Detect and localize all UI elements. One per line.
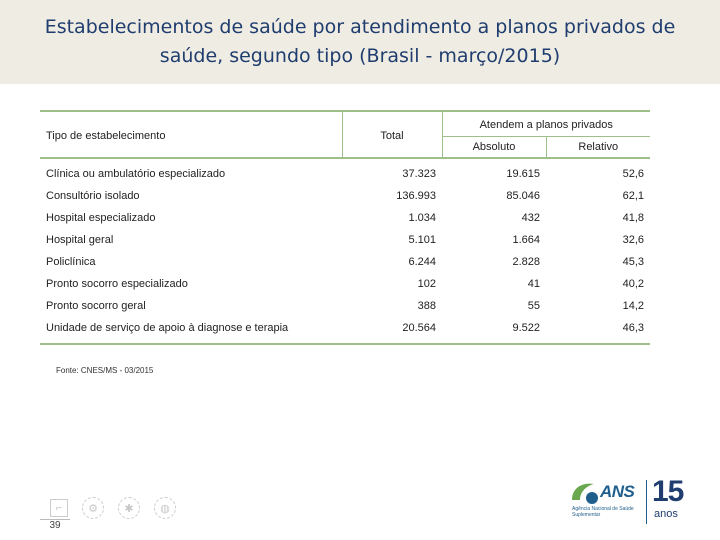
cell-type: Pronto socorro geral: [46, 300, 146, 312]
frame-emblem-icon: ⌐: [50, 499, 68, 517]
logo-brand: ANS: [600, 482, 635, 501]
cell-absolute: 432: [521, 212, 540, 224]
table-row: [40, 295, 650, 317]
table-row: [40, 207, 650, 229]
cell-type: Pronto socorro especializado: [46, 278, 188, 290]
table-header-row: [40, 111, 650, 137]
cell-total: 37.323: [402, 168, 436, 180]
cell-relative: 32,6: [622, 234, 644, 246]
logo-separator: [646, 480, 647, 524]
header-group: Atendem a planos privados: [479, 119, 613, 131]
table-row: [40, 229, 650, 251]
source-note: Fonte: CNES/MS - 03/2015: [56, 366, 154, 375]
page-number: 39: [40, 519, 70, 536]
cell-relative: 45,3: [622, 256, 644, 268]
cell-relative: 14,2: [622, 300, 644, 312]
header-type: Tipo de estabelecimento: [46, 129, 166, 142]
establishments-table: [40, 110, 650, 345]
cell-absolute: 19.615: [506, 168, 540, 180]
cell-type: Unidade de serviço de apoio à diagnose e terapia: [46, 322, 289, 334]
table-row: [40, 273, 650, 295]
cell-type: Hospital especializado: [46, 212, 156, 224]
cell-total: 1.034: [408, 212, 436, 224]
cell-absolute: 41: [527, 278, 540, 290]
header-relative: Relativo: [546, 137, 650, 159]
cell-total: 102: [417, 278, 436, 290]
table-row: [40, 251, 650, 273]
star-emblem-icon: ✱: [118, 497, 140, 519]
cell-relative: 40,2: [622, 278, 644, 290]
cell-type: Policlínica: [46, 256, 96, 268]
logo-anniversary-label: anos: [654, 508, 678, 520]
logo-anniversary-number: 15: [652, 475, 684, 508]
header-total: Total: [342, 111, 442, 158]
slide-header: [0, 0, 720, 84]
table-row: [40, 185, 650, 207]
cell-total: 388: [417, 300, 436, 312]
slide-title: Estabelecimentos de saúde por atendimento a planos privados de saúde, segundo tipo (Brasil - março/2015): [44, 16, 676, 67]
cell-absolute: 2.828: [512, 256, 540, 268]
cell-total: 136.993: [396, 190, 436, 202]
table-row: [40, 158, 650, 185]
cell-type: Hospital geral: [46, 234, 114, 246]
data-table-container: [40, 110, 650, 345]
cell-total: 20.564: [402, 322, 436, 334]
cell-total: 5.101: [408, 234, 436, 246]
ans-mark-icon: [568, 478, 602, 506]
table-row: [40, 317, 650, 344]
seal-emblem-icon: ◍: [154, 497, 176, 519]
header-absolute: Absoluto: [442, 137, 546, 159]
cell-relative: 41,8: [622, 212, 644, 224]
cell-absolute: 1.664: [512, 234, 540, 246]
cell-type: Clínica ou ambulatório especializado: [46, 168, 226, 180]
cell-absolute: 85.046: [506, 190, 540, 202]
cell-relative: 62,1: [622, 190, 644, 202]
cell-type: Consultório isolado: [46, 190, 140, 202]
cell-total: 6.244: [408, 256, 436, 268]
cell-relative: 46,3: [622, 322, 644, 334]
cell-absolute: 55: [527, 300, 540, 312]
ans-logo: [568, 476, 692, 526]
gear-emblem-icon: ⚙: [82, 497, 104, 519]
footer-emblems: [50, 494, 176, 522]
logo-subtitle: Agência Nacional de Saúde Suplementar: [572, 506, 634, 518]
cell-absolute: 9.522: [512, 322, 540, 334]
cell-relative: 52,6: [622, 168, 644, 180]
